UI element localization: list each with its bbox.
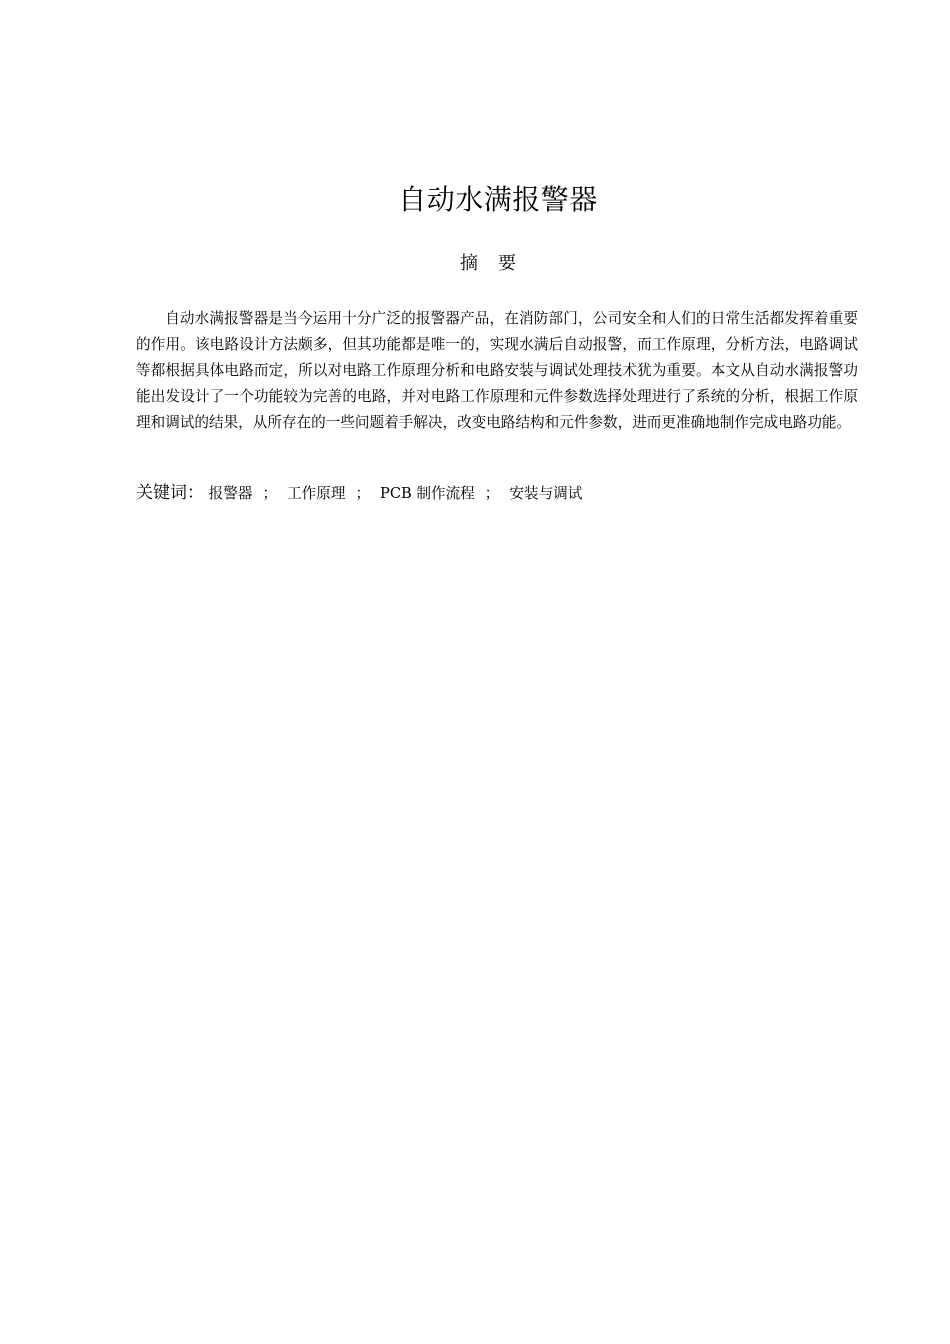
keyword-item: 工作原理	[287, 485, 346, 502]
keyword-separator: ；	[484, 485, 500, 502]
document-title: 自动水满报警器	[398, 183, 598, 216]
keywords-label: 关键词：	[136, 483, 204, 503]
keywords-line	[136, 480, 858, 507]
keywords-list	[204, 485, 582, 502]
abstract-body: 自动水满报警器是当今运用十分广泛的报警器产品，在消防部门，公司安全和人们的日常生活都发挥着重要的作用。该电路设计方法颇多，但其功能都是唯一的，实现水满后自动报警，而工作原理，分析方法，电路调试等都根据具体电路而定，所以对电路工作原理分析和电路安装与调试处理技术犹为重要。本文从自动水满报警功能出发设计了一个功能较为完善的电路，并对电路工作原理和元件参数选择处理进行了系统的分析，根据工作原理和调试的结果，从所存在的一些问题着手解决，改变电路结构和元件参数，进而更准确地制作完成电路功能。	[136, 310, 858, 431]
keyword-separator: ；	[355, 485, 371, 502]
abstract-heading: 摘要	[460, 253, 536, 274]
keyword-item: PCB 制作流程	[380, 485, 475, 502]
keyword-separator: ；	[262, 485, 278, 502]
keyword-item: 报警器	[208, 485, 253, 502]
keyword-item: 安装与调试	[509, 485, 583, 502]
